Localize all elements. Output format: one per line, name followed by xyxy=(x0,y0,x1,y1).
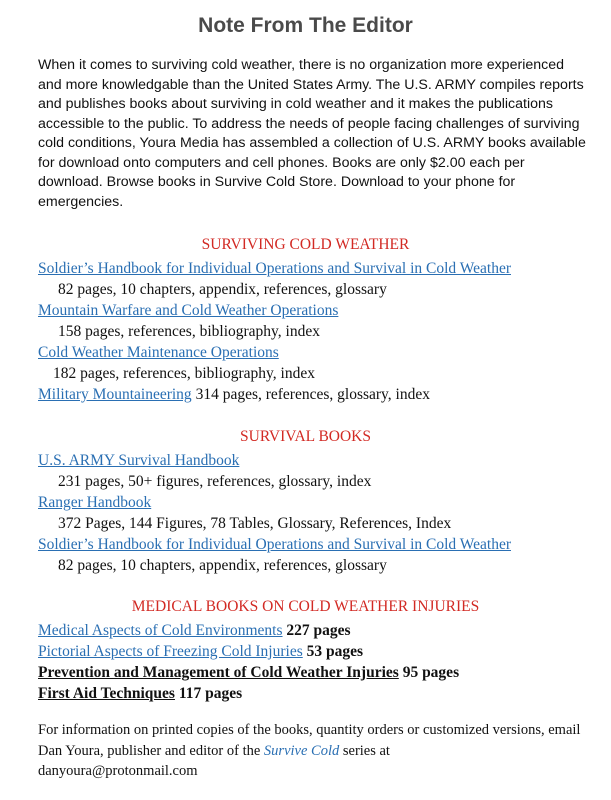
intro-paragraph: When it comes to surviving cold weather, there is no organization more experienced and more knowledgable than the United States Army. The U.S. ARMY compiles reports and publishes books about surviving in cold weather and it makes the publications accessible to the public. To address the needs of people facing challenges of surviving cold conditions, Youra Media has assembled a collection of U.S. ARMY books available for download onto computers and cell phones. Books are only $2.00 each per download. Browse books in Survive Cold Store. Download to your phone for emergencies. xyxy=(38,57,586,210)
book-desc-row xyxy=(58,556,387,576)
book-link-row xyxy=(38,684,242,704)
book-description: 158 pages, references, bibliography, index xyxy=(58,323,320,340)
book-link-medical-aspects[interactable]: Medical Aspects of Cold Environments xyxy=(38,622,283,639)
book-link-row xyxy=(38,535,511,555)
book-pages: 53 pages xyxy=(306,643,364,660)
section-heading-cold-weather: SURVIVING COLD WEATHER xyxy=(201,236,410,253)
book-desc-row xyxy=(53,364,315,384)
book-link-row xyxy=(38,259,511,279)
book-link-row xyxy=(38,451,239,471)
book-link-mountain-warfare[interactable]: Mountain Warfare and Cold Weather Operations xyxy=(38,302,339,319)
book-link-row xyxy=(38,343,279,363)
book-link-ranger-handbook[interactable]: Ranger Handbook xyxy=(38,494,152,511)
book-link-prevention-management[interactable]: Prevention and Management of Cold Weather Injuries xyxy=(38,664,399,681)
book-link-row xyxy=(38,663,459,683)
book-link-soldiers-handbook-2[interactable]: Soldier’s Handbook for Individual Operations and Survival in Cold Weather xyxy=(38,536,511,553)
book-link-army-survival-handbook[interactable]: U.S. ARMY Survival Handbook xyxy=(38,452,240,469)
book-link-row xyxy=(38,642,363,662)
book-link-row xyxy=(38,301,338,321)
book-pages: 227 pages xyxy=(286,622,351,639)
book-link-military-mountaineering[interactable]: Military Mountaineering xyxy=(38,386,192,403)
footer-contact xyxy=(38,720,598,782)
book-desc-row xyxy=(58,322,320,342)
book-description: 82 pages, 10 chapters, appendix, references, glossary xyxy=(58,281,387,298)
book-link-cold-weather-maintenance[interactable]: Cold Weather Maintenance Operations xyxy=(38,344,279,361)
footer-text-after: series at xyxy=(339,742,390,759)
book-desc-row xyxy=(58,472,371,492)
book-description: 372 Pages, 144 Figures, 78 Tables, Glossary, References, Index xyxy=(58,515,452,532)
book-description: 182 pages, references, bibliography, index xyxy=(53,365,315,382)
book-link-first-aid[interactable]: First Aid Techniques xyxy=(38,685,175,702)
book-description: 82 pages, 10 chapters, appendix, references, glossary xyxy=(58,557,387,574)
book-link-row xyxy=(38,493,151,513)
book-desc-row xyxy=(58,280,387,300)
book-link-row xyxy=(38,621,351,641)
book-link-pictorial-aspects[interactable]: Pictorial Aspects of Freezing Cold Injuries xyxy=(38,643,303,660)
series-name: Survive Cold xyxy=(263,742,340,759)
book-pages: 117 pages xyxy=(178,685,243,702)
book-description: 231 pages, 50+ figures, references, glossary, index xyxy=(58,473,372,490)
section-heading-survival: SURVIVAL BOOKS xyxy=(240,428,371,445)
book-desc-row xyxy=(58,514,451,534)
book-link-row xyxy=(38,385,430,405)
footer-text: For information on printed copies of the books, quantity orders or customized versions, email Dan Youra, publisher and editor of the xyxy=(38,722,581,759)
book-pages: 95 pages xyxy=(402,664,460,681)
section-heading-medical: MEDICAL BOOKS ON COLD WEATHER INJURIES xyxy=(131,598,480,615)
book-description: 314 pages, references, glossary, index xyxy=(195,386,430,403)
page-title: Note From The Editor xyxy=(198,14,413,37)
contact-email[interactable]: danyoura@protonmail.com xyxy=(38,763,198,779)
book-link-soldiers-handbook[interactable]: Soldier’s Handbook for Individual Operations and Survival in Cold Weather xyxy=(38,260,511,277)
